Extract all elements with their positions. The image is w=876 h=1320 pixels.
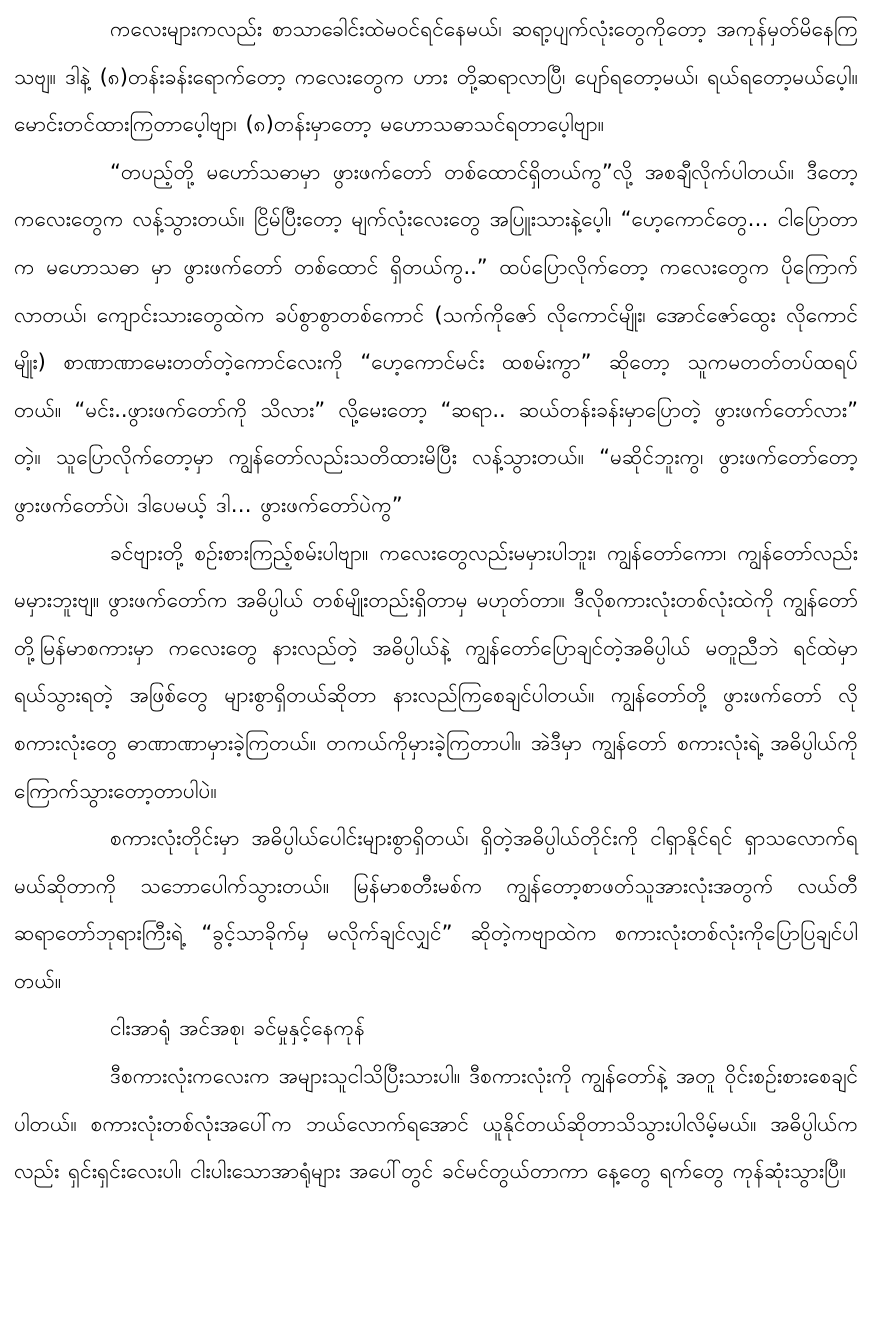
poem-quote-line: ငါးအာရုံ အင်အစု၊ ခင်မှုနှင့်နေကုန် — [110, 1016, 365, 1041]
paragraph-5: ဒီစကားလုံးကလေးက အများသူငါသိပြီးသားပါ။ ဒီစကားလုံးကို ကျွန်တော်နဲ့ အတူ ဝိုင်းစဉ်းစားစေချင်ပါတယ်။ စကားလုံးတစ်လုံးအပေါ်က ဘယ်လောက်ရအောင် ယူနိုင်တယ်ဆိုတာသိသွားပါလိမ့်မယ်။ အဓိပ္ပါယ်ကလည်း ရှင်းရှင်းလေးပါ၊ ငါးပါးသောအာရုံများ အပေါ်တွင် ခင်မင်တွယ်တာကာ နေ့တွေ ရက်တွေ ကုန်ဆုံးသွားပြီ။ — [14, 1064, 858, 1184]
paragraph-4: စကားလုံးတိုင်းမှာ အဓိပ္ပါယ်ပေါင်းများစွာရှိတယ်၊ ရှိတဲ့အဓိပ္ပါယ်တိုင်းကို ငါရှာနိုင်ရင် ရှာသလောက်ရမယ်ဆိုတာကို သဘောပေါက်သွားတယ်။ မြန်မာစတီးမစ်က ကျွန်တော့စာဖတ်သူအားလုံးအတွက် လယ်တီဆရာတော်ဘုရားကြီးရဲ့ “ခွင့်သာခိုက်မှ မလိုက်ချင်လျှင်” ဆိုတဲ့ကဗျာထဲက စကားလုံးတစ်လုံးကိုပြောပြချင်ပါတယ်။ — [14, 826, 858, 993]
paragraph-1: ကလေးများကလည်း စာသာခေါင်းထဲမဝင်ရင်နေမယ်၊ ဆရာ့ပျက်လုံးတွေကိုတော့ အကုန်မှတ်မိနေကြသဗျ။ ဒါနဲ့ (၈)တန်းခန်းရောက်တော့ ကလေးတွေက ဟား တို့ဆရာလာပြီ၊ ပျော်ရတော့မယ်၊ ရယ်ရတော့မယ်ပေ့ါ။ မောင်းတင်ထားကြတာပေ့ါဗျာ၊ (၈)တန်းမှာတော့ မဟောသဓာသင်ရတာပေ့ါဗျာ။ — [14, 17, 858, 137]
paragraph-3: ခင်ဗျားတို့ စဉ်းစားကြည့်စမ်းပါဗျာ။ ကလေးတွေလည်းမမှားပါဘူး၊ ကျွန်တော်ကော၊ ကျွန်တော်လည်းမမှားဘူးဗျ။ ဖွားဖက်တော်က အဓိပ္ပါယ် တစ်မျိုးတည်းရှိတာမှ မဟုတ်တာ။ ဒီလိုစကားလုံးတစ်လုံးထဲကို ကျွန်တော်တို့မြန်မာစကားမှာ ကလေးတွေ နားလည်တဲ့ အဓိပ္ပါယ်နဲ့ ကျွန်တော်ပြောချင်တဲ့အဓိပ္ပါယ် မတူညီဘဲ ရင်ထဲမှာ ရယ်သွားရတဲ့ အဖြစ်တွေ များစွာရှိတယ်ဆိုတာ နားလည်ကြစေချင်ပါတယ်။ ကျွန်တော်တို့ ဖွားဖက်တော် လို စကားလုံးတွေ ဓာဏာဏာမှားခဲ့ကြတယ်။ တကယ်ကိုမှားခဲ့ကြတာပါ။ အဲဒီမှာ ကျွန်တော် စကားလုံးရဲ့ အဓိပ္ပါယ်ကို ကြောက်သွားတော့တာပါပဲ။ — [14, 540, 858, 803]
paragraph-2: “တပည့်တို့ မဟော်သဓာမှာ ဖွားဖက်တော် တစ်ထောင်ရှိတယ်ကွ”လို့ အစချီလိုက်ပါတယ်။ ဒီတော့ ကလေးတွေက လန့်သွားတယ်။ ငြိမ်ပြီးတော့ မျက်လုံးလေးတွေ အပြူးသားနဲ့ပေ့ါ၊ “ဟေ့ကောင်တွေ… ငါပြောတာက မဟောသဓာ မှာ ဖွားဖက်တော် တစ်ထောင် ရှိတယ်ကွ..” ထပ်ပြောလိုက်တော့ ကလေးတွေက ပိုကြောက်လာတယ်၊ ကျောင်းသားတွေထဲက ခပ်စွာစွာတစ်ကောင် (သက်ကိုဇော် လိုကောင်မျိုး၊ အောင်ဇော်ထွေး လိုကောင်မျိုး) စာဏာဏာမေးတတ်တဲ့ကောင်လေးကို “ဟေ့ကောင်မင်း ထစမ်းကွာ” ဆိုတော့ သူကမတတ်တပ်ထရပ်တယ်။ “မင်း..ဖွားဖက်တော်ကို သိလား” လို့မေးတော့ “ဆရာ.. ဆယ်တန်းခန်းမှာပြောတဲ့ ဖွားဖက်တော်လား” တဲ့။ သူပြောလိုက်တော့မှာ ကျွန်တော်လည်းသတိထားမိပြီး လန့်သွားတယ်။ “မဆိုင်ဘူးကွ၊ ဖွားဖက်တော်တော့ ဖွားဖက်တော်ပဲ၊ ဒါပေမယ့် ဒါ… ဖွားဖက်တော်ပဲကွ” — [14, 159, 858, 517]
